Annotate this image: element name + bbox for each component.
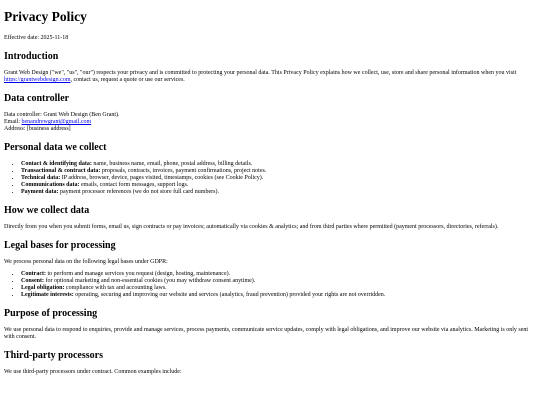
effective-date: Effective date: 2025-11-18 — [4, 35, 69, 41]
legal-intro: We process personal data on the following legal bases under GDPR: — [4, 259, 168, 265]
how-paragraph: Directly from you when you submit forms, email us, sign contracts or pay invoices; automatically via cookies & analytics; and from third parties where permitted (payment processors, directories, referrals). — [4, 224, 499, 230]
item-label: Legal obligation: — [21, 285, 65, 291]
intro-text: Grant Web Design ("we", "us", "our") respects your privacy and is committed to protecting your personal data. This Privacy Policy explains how we collect, use, store and share personal information when you visit — [4, 70, 517, 76]
section-heading-purpose: Purpose of processing — [4, 308, 98, 319]
item-text: name, business name, email, phone, postal address, billing details. — [91, 161, 253, 167]
item-label: Payment data: — [21, 189, 59, 195]
list-item — [21, 189, 536, 196]
email-link[interactable]: benandrewgrant@gmail.com — [21, 119, 92, 125]
list-item — [21, 175, 536, 182]
item-text: payment processor references (we do not store full card numbers). — [58, 189, 219, 195]
item-text: proposals, contracts, invoices, payment confirmations, project notes. — [100, 168, 267, 174]
list-item — [21, 161, 536, 168]
controller-line: Data controller: Grant Web Design (Ben Grant). — [4, 112, 120, 118]
item-text: IP address, browser, device, pages visited, timestamps, cookies (see Cookie Policy). — [60, 175, 264, 181]
list-item — [21, 292, 536, 299]
section-heading-legal-bases: Legal bases for processing — [4, 240, 116, 251]
section-heading-introduction: Introduction — [4, 51, 59, 62]
item-label: Technical data: — [21, 175, 61, 181]
item-text: compliance with tax and accounting laws. — [64, 285, 167, 291]
section-heading-data-controller: Data controller — [4, 93, 70, 104]
item-label: Transactional & contract data: — [21, 168, 101, 174]
item-label: Contract: — [21, 271, 46, 277]
item-label: Consent: — [21, 278, 45, 284]
item-text: operating, securing and improving our website and services (analytics, fraud prevention) provided your rights are not overridden. — [73, 292, 386, 298]
page-title: Privacy Policy — [4, 9, 87, 24]
section-heading-how-we-collect: How we collect data — [4, 205, 90, 216]
thirdparty-paragraph: We use third-party processors under contract. Common examples include: — [4, 369, 182, 375]
intro-text-end: , contact us, request a quote or use our services. — [70, 77, 185, 83]
purpose-paragraph: We use personal data to respond to enquiries, provide and manage services, process payments, communicate service updates, comply with legal obligations, and improve our website via analytics. Marketing is only sent with consent. — [4, 327, 529, 340]
list-item — [21, 285, 536, 292]
item-text: for optional marketing and non-essential cookies (you may withdraw consent anytime). — [44, 278, 256, 284]
list-item — [21, 168, 536, 175]
item-label: Contact & identifying data: — [21, 161, 92, 167]
controller-details — [4, 112, 536, 133]
item-label: Communications data: — [21, 182, 80, 188]
legal-list — [4, 271, 536, 299]
item-label: Legitimate interests: — [21, 292, 74, 298]
intro-paragraph — [4, 70, 536, 84]
item-text: emails, contact form messages, support logs. — [79, 182, 189, 188]
item-text: to perform and manage services you request (design, hosting, maintenance). — [46, 271, 231, 277]
section-heading-personal-data: Personal data we collect — [4, 142, 107, 153]
section-heading-third-party: Third-party processors — [4, 350, 103, 361]
list-item — [21, 182, 536, 189]
website-link[interactable]: https://grantwebdesign.com — [4, 77, 71, 83]
collect-list — [4, 161, 536, 196]
list-item — [21, 271, 536, 278]
address-line: Address: [business address] — [4, 126, 71, 132]
list-item — [21, 278, 536, 285]
email-label: Email: — [4, 119, 22, 125]
